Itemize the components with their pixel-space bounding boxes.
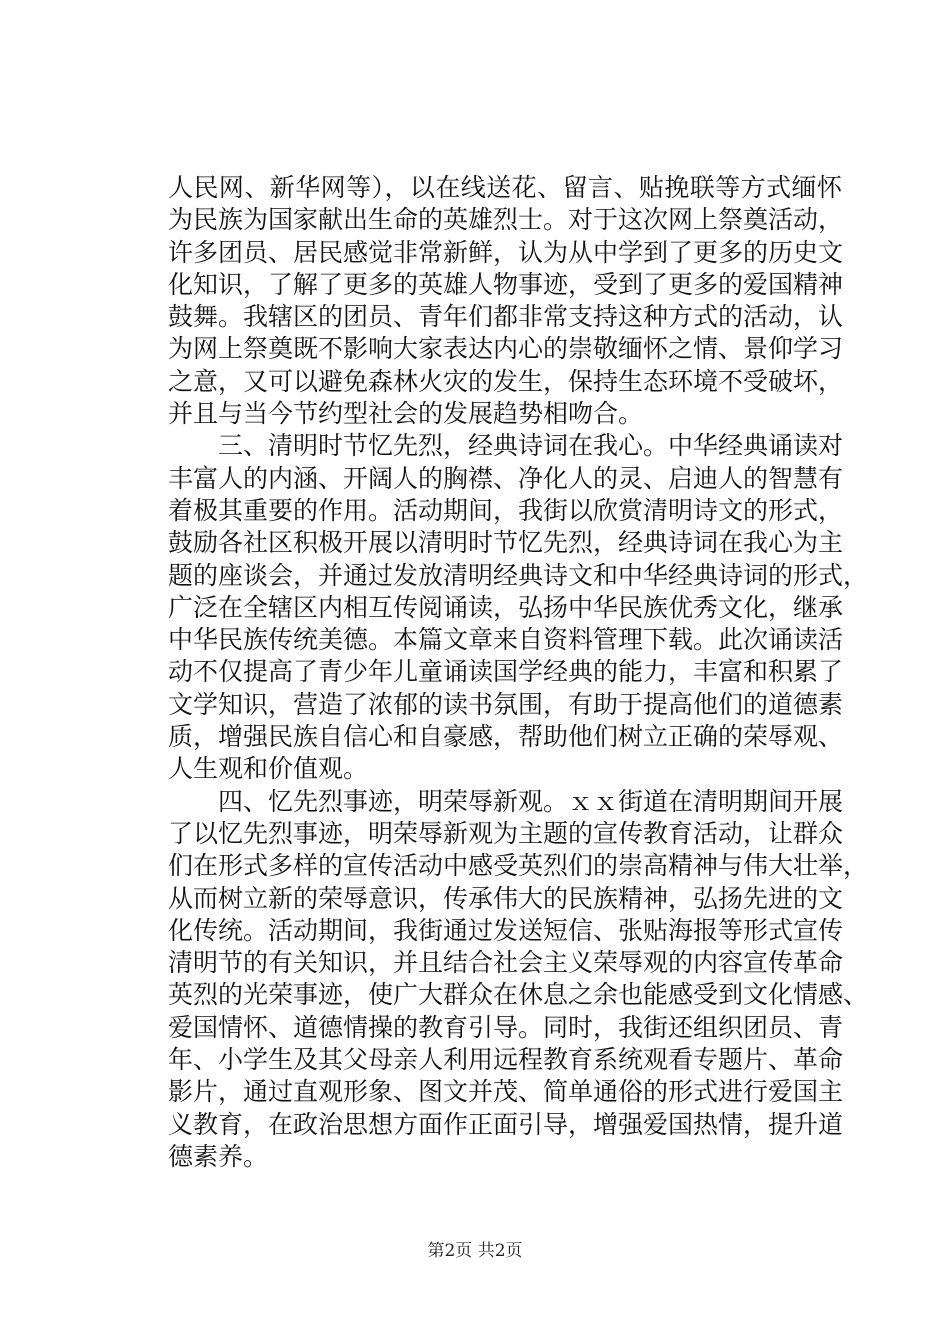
paragraph — [168, 786, 869, 1174]
text-line: 丰富人的内涵、开阔人的胸襟、净化人的灵、启迪人的智慧有 — [168, 463, 844, 493]
page-footer: 第2页 共2页 — [427, 1241, 523, 1261]
text-line: 爱国情怀、道德情操的教育引导。同时，我街还组织团员、青 — [168, 1012, 844, 1042]
document-body — [168, 172, 869, 1173]
text-line: 们在形式多样的宣传活动中感受英烈们的崇高精神与伟大壮举， — [168, 851, 869, 881]
text-line: 鼓舞。我辖区的团员、青年们都非常支持这种方式的活动，认 — [168, 302, 844, 332]
text-line: 年、小学生及其父母亲人利用远程教育系统观看专题片、革命 — [168, 1045, 844, 1075]
text-line: 题的座谈会，并通过发放清明经典诗文和中华经典诗词的形式， — [168, 560, 869, 590]
text-line: 四、忆先烈事迹，明荣辱新观。ｘｘ街道在清明期间开展 — [218, 786, 844, 816]
text-line: 人生观和价值观。 — [168, 754, 369, 784]
text-line: 动不仅提高了青少年儿童诵读国学经典的能力，丰富和积累了 — [168, 657, 844, 687]
text-line: 英烈的光荣事迹，使广大群众在休息之余也能感受到文化情感、 — [168, 980, 869, 1010]
text-line: 鼓励各社区积极开展以清明时节忆先烈，经典诗词在我心为主 — [168, 528, 844, 558]
text-line: 为民族为国家献出生命的英雄烈士。对于这次网上祭奠活动， — [168, 205, 844, 235]
text-line: 广泛在全辖区内相互传阅诵读，弘扬中华民族优秀文化，继承 — [168, 592, 844, 622]
text-line: 质，增强民族自信心和自豪感，帮助他们树立正确的荣辱观、 — [168, 722, 844, 752]
text-line: 影片，通过直观形象、图文并茂、简单通俗的形式进行爱国主 — [168, 1077, 844, 1107]
text-line: 文学知识，营造了浓郁的读书氛围，有助于提高他们的道德素 — [168, 689, 844, 719]
text-line: 并且与当今节约型社会的发展趋势相吻合。 — [168, 399, 644, 429]
text-line: 中华民族传统美德。本篇文章来自资料管理下载。此次诵读活 — [168, 625, 844, 655]
text-line: 清明节的有关知识，并且结合社会主义荣辱观的内容宣传革命 — [168, 948, 844, 978]
text-line: 德素养。 — [168, 1141, 269, 1171]
text-line: 化传统。活动期间，我街通过发送短信、张贴海报等形式宣传 — [168, 915, 844, 945]
paragraph — [168, 172, 842, 430]
text-line: 为网上祭奠既不影响大家表达内心的崇敬缅怀之情、景仰学习 — [168, 334, 844, 364]
text-line: 之意，又可以避免森林火灾的发生，保持生态环境不受破坏， — [168, 366, 844, 396]
text-line: 化知识，了解了更多的英雄人物事迹，受到了更多的爱国精神 — [168, 269, 844, 299]
paragraph — [168, 430, 869, 785]
text-line: 从而树立新的荣辱意识，传承伟大的民族精神，弘扬先进的文 — [168, 883, 844, 913]
text-line: 许多团员、居民感觉非常新鲜，认为从中学到了更多的历史文 — [168, 237, 844, 267]
text-line: 着极其重要的作用。活动期间，我街以欣赏清明诗文的形式， — [168, 495, 844, 525]
text-line: 了以忆先烈事迹，明荣辱新观为主题的宣传教育活动，让群众 — [168, 818, 844, 848]
text-line: 三、清明时节忆先烈，经典诗词在我心。中华经典诵读对 — [218, 431, 844, 461]
text-line: 人民网、新华网等），以在线送花、留言、贴挽联等方式缅怀 — [168, 173, 842, 202]
text-line: 义教育，在政治思想方面作正面引导，增强爱国热情，提升道 — [168, 1109, 844, 1139]
